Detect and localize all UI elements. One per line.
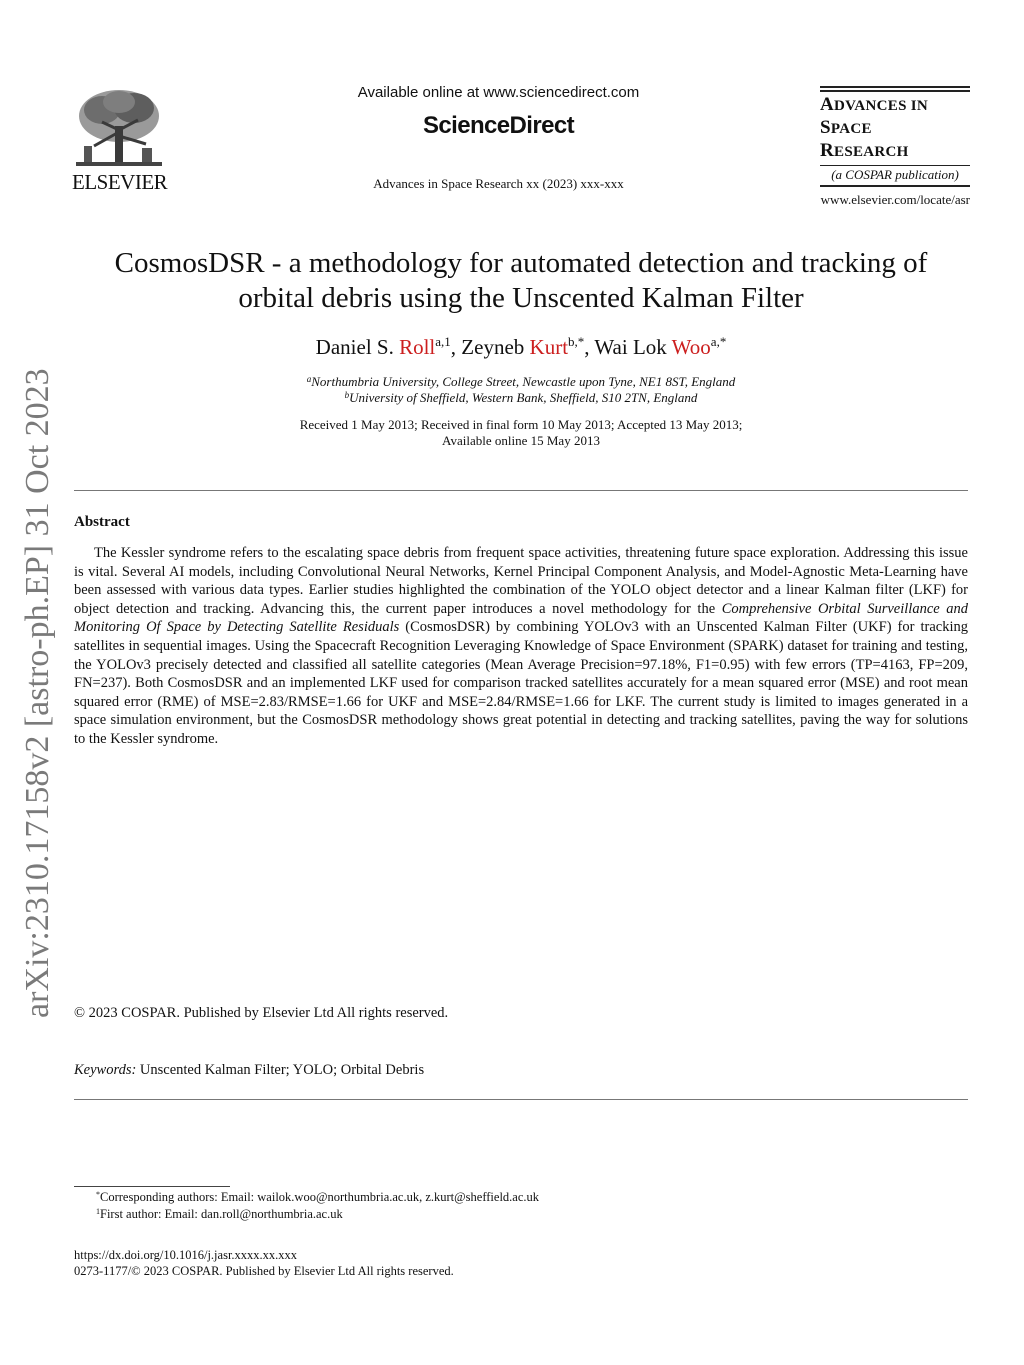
affiliation-a	[74, 374, 968, 390]
logo-initial: S	[820, 117, 831, 138]
available-online-date: Available online 15 May 2013	[442, 433, 600, 448]
author-name-link[interactable]: Kurt	[529, 335, 569, 359]
affiliation-text: Northumbria University, College Street, Newcastle upon Tyne, NE1 8ST, England	[311, 374, 736, 389]
author-affiliation-mark: a,1	[435, 334, 451, 349]
logo-line-advances	[820, 94, 970, 117]
footnote-mark: 1	[96, 1207, 100, 1216]
abstract-text	[74, 544, 968, 749]
title-line-1: CosmosDSR - a methodology for automated detection and tracking of	[114, 247, 928, 279]
author-name-link[interactable]: Roll	[399, 335, 436, 359]
keywords-label: Keywords:	[74, 1062, 137, 1078]
abstract-part-2: (CosmosDSR) by combining YOLOv3 with an Unscented Kalman Filter (UKF) for tracking satellites in sequential images. Using the Spacecraft Recognition Leveraging Knowledge of Space Environment (SPARK) dataset for training and testing, the YOLOv3 precisely detected and classified all satellite categories (Mean Average Precision=97.18%, F1=0.95) with few errors (TP=4163, FP=209, FN=237). Both CosmosDSR and an implemented LKF used for comparison tracked satellites accurately for a mean squared error (MSE) and root mean squared error (RME) of MSE=2.83/RMSE=1.66 for UKF and MSE=2.84/RMSE=1.66 for LKF. The current study is limited to images generated in a space simulation environment, but the CosmosDSR methodology shows great potential in detecting and tracking satellites, paving the way for solutions to the Kessler syndrome.	[74, 619, 968, 747]
available-online-link[interactable]: Available online at www.sciencedirect.com	[357, 84, 640, 101]
paper-title	[74, 246, 968, 316]
footnote-text: Corresponding authors: Email: wailok.woo@northumbria.ac.uk, z.kurt@sheffield.ac.uk	[100, 1190, 540, 1204]
received-dates: Received 1 May 2013; Received in final form 10 May 2013; Accepted 13 May 2013;	[299, 417, 743, 432]
section-divider	[74, 1099, 968, 1100]
author-first-name: Wai Lok	[594, 335, 672, 359]
arxiv-identifier-stamp: arXiv:2310.17158v2 [astro-ph.EP] 31 Oct 2023	[19, 368, 56, 1018]
logo-line-research	[820, 140, 970, 163]
footnote-text: First author: Email: dan.roll@northumbria.ac.uk	[100, 1207, 343, 1221]
author-name-link[interactable]: Woo	[671, 335, 711, 359]
journal-citation: Advances in Space Research xx (2023) xxx-xxx	[373, 176, 624, 191]
logo-word: PACE	[830, 121, 872, 137]
logo-word: ESEARCH	[834, 144, 909, 160]
issn-line: 0273-1177/© 2023 COSPAR. Published by Elsevier Ltd All rights reserved.	[74, 1264, 454, 1278]
logo-initial: R	[820, 140, 835, 161]
logo-rule	[820, 90, 970, 92]
logo-line-space	[820, 117, 970, 140]
section-divider	[74, 490, 968, 491]
logo-rule	[820, 86, 970, 88]
logo-initial: A	[820, 94, 835, 115]
affiliation-text: University of Sheffield, Western Bank, Sheffield, S10 2TN, England	[349, 390, 698, 405]
doi-link[interactable]: https://dx.doi.org/10.1016/j.jasr.xxxx.xx.xxx	[74, 1248, 298, 1262]
title-line-2: orbital debris using the Unscented Kalman Filter	[238, 282, 804, 314]
journal-url-link[interactable]: www.elsevier.com/locate/asr	[820, 192, 970, 207]
affiliation-mark: a	[306, 374, 312, 384]
abstract-heading: Abstract	[74, 514, 130, 530]
logo-word: DVANCES IN	[834, 98, 929, 114]
journal-logo	[820, 86, 970, 187]
author-first-name: Zeyneb	[461, 335, 530, 359]
author-list	[74, 334, 968, 360]
author-first-name: Daniel S.	[315, 335, 400, 359]
footnote-rule	[74, 1186, 230, 1187]
abstract-emphasis: Comprehensive Orbital Surveillance and Monitoring Of Space by Detecting Satellite Residuals	[74, 600, 969, 636]
elsevier-wordmark: ELSEVIER	[72, 170, 168, 194]
copyright-notice: © 2023 COSPAR. Published by Elsevier Ltd All rights reserved.	[74, 1005, 449, 1021]
cospar-publication-label: (a COSPAR publication)	[820, 165, 970, 187]
keywords-list: Unscented Kalman Filter; YOLO; Orbital Debris	[136, 1062, 425, 1078]
keywords	[74, 1062, 424, 1079]
author-separator: ,	[584, 335, 595, 359]
sciencedirect-logo: ScienceDirect	[423, 112, 574, 139]
affiliation-b	[74, 390, 968, 406]
tree-icon	[72, 86, 166, 170]
abstract-part-1: The Kessler syndrome refers to the escalating space debris from frequent space activities, threatening future space exploration. Addressing this issue is vital. Several AI models, including Convolutional Neural Networks, Kernel Principal Component Analysis, and Model-Agnostic Meta-Learning have been assessed with various data types. Earlier studies highlighted the combination of the YOLO object detector and a linear Kalman filter (LKF) for object detection and tracking. Advancing this, the current paper introduces a novel methodology for the	[74, 545, 968, 617]
author-separator: ,	[450, 335, 462, 359]
author-affiliation-mark: b,*	[568, 334, 585, 349]
footnote-mark: *	[96, 1190, 100, 1199]
affiliation-mark: b	[344, 390, 350, 400]
author-affiliation-mark: a,*	[710, 334, 727, 349]
footnote-first-author	[96, 1207, 343, 1222]
footnote-corresponding	[96, 1190, 539, 1205]
